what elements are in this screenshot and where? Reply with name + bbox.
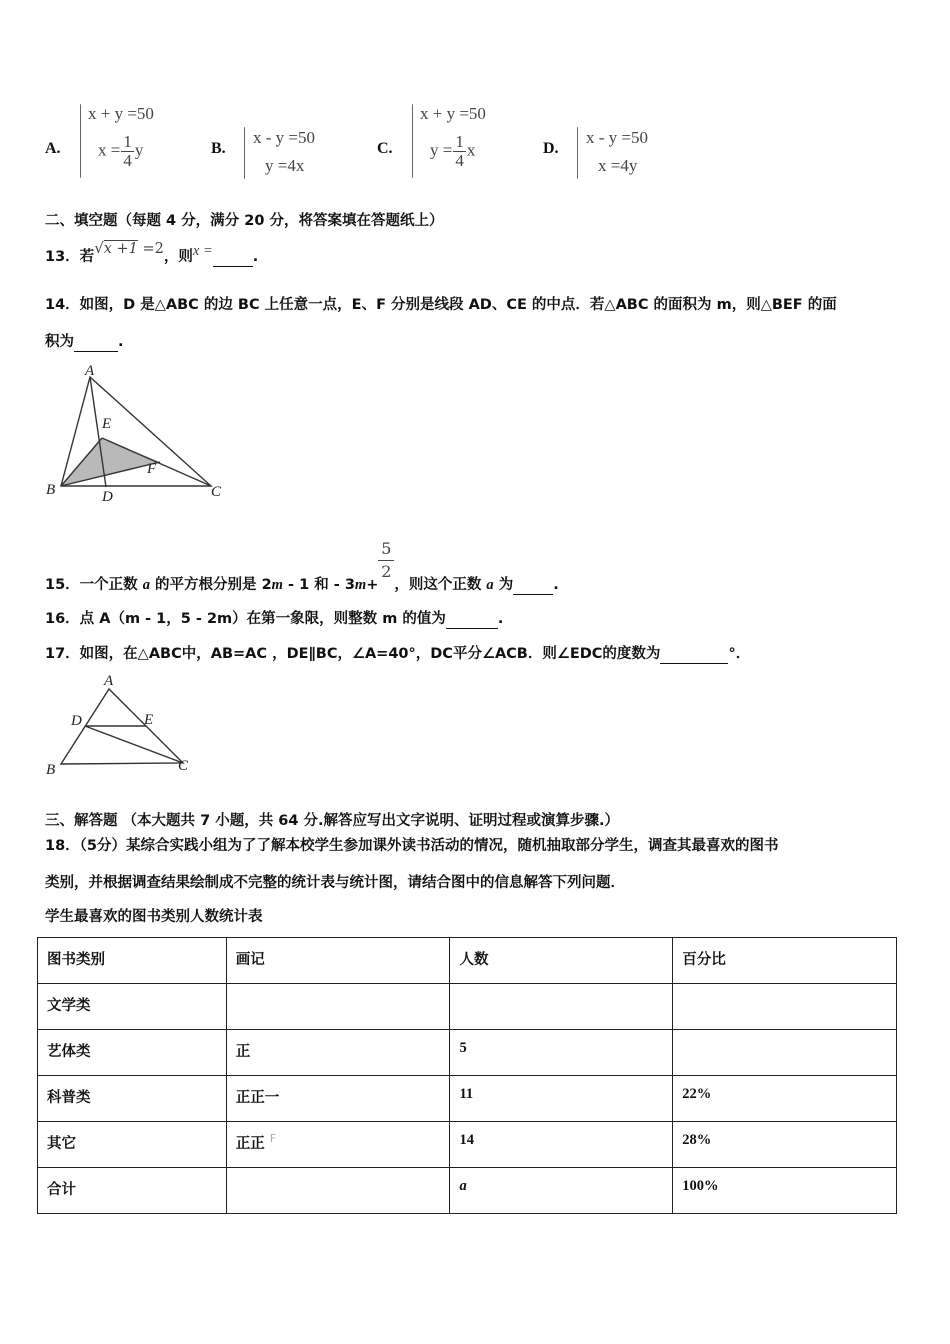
section-2-heading: 二、填空题（每题 4 分，满分 20 分，将答案填在答题纸上） xyxy=(45,213,444,229)
question-14-line-1: 14．如图，D 是△ABC 的边 BC 上任意一点，E、F 分别是线段 AD、CE 的中点．若△ABC 的面积为 m，则△BEF 的面 xyxy=(45,297,837,313)
question-18-line-1: 18．（5分）某综合实践小组为了了解本校学生参加课外读书活动的情况，随机抽取部分学生，调查其最喜欢的图书 xyxy=(45,838,779,854)
triangle-figure-17 xyxy=(40,670,200,780)
section-3-heading: 三、解答题 （本大题共 7 小题，共 64 分.解答应写出文字说明、证明过程或演算步骤.） xyxy=(45,813,620,829)
brace-d xyxy=(577,127,578,179)
svg-text:B: B xyxy=(46,762,56,778)
header-tally: 画记 xyxy=(226,938,450,984)
question-16: 16．点 A（m - 1，5 - 2m）在第一象限，则整数 m 的值为 . xyxy=(45,611,504,627)
table-row: 科普类 正正一 11 22% xyxy=(38,1076,897,1122)
svg-text:E: E xyxy=(102,416,112,432)
option-c-label: C. xyxy=(377,140,393,157)
q13-number: 13．若 xyxy=(45,249,95,265)
option-c-eq1: x + y =50 xyxy=(420,104,486,123)
option-b-label: B. xyxy=(211,140,226,157)
brace-c xyxy=(412,104,413,178)
option-d-label: D. xyxy=(543,140,559,157)
svg-text:A: A xyxy=(85,363,95,379)
shaded-triangle-bef xyxy=(61,438,160,486)
brace-b xyxy=(244,127,245,179)
triangle-figure-14 xyxy=(40,360,240,505)
question-13: 13．若√x +1 =2，则x = . xyxy=(45,239,259,265)
faint-tally-mark: F xyxy=(269,1132,277,1145)
option-b-eq1: x - y =50 xyxy=(253,128,315,147)
question-17: 17．如图，在△ABC中，AB=AC ，DE∥BC，∠A=40°，DC平分∠ACB．则∠EDC的度数为 °． xyxy=(45,646,751,662)
q16-answer-blank xyxy=(446,614,498,629)
q13-answer-blank xyxy=(213,252,253,267)
brace-a xyxy=(80,104,81,178)
svg-text:F: F xyxy=(147,461,157,477)
table-row: 文学类 xyxy=(38,984,897,1030)
svg-text:D: D xyxy=(71,713,82,729)
question-14-line-2: 积为 . xyxy=(45,334,124,350)
q15-answer-blank xyxy=(513,580,553,595)
table-title: 学生最喜欢的图书类别人数统计表 xyxy=(45,909,263,925)
option-a-eq1: x + y =50 xyxy=(88,104,154,123)
q17-answer-blank xyxy=(660,649,728,664)
option-a-eq2: x = $\frac{1}{4}$ y xyxy=(98,132,144,170)
option-b-eq2: y =4x xyxy=(265,156,305,175)
book-category-stats-table xyxy=(37,937,897,1214)
q13-sqrt: √x +1 =2 xyxy=(94,239,164,257)
table-row: 其它 正正 $^F$ 14 28% xyxy=(38,1122,897,1168)
option-c-eq2: y = $\frac{1}{4}$ x xyxy=(430,132,476,170)
option-a-label: A. xyxy=(45,140,61,157)
svg-text:B: B xyxy=(46,482,56,498)
option-d-eq2: x =4y xyxy=(598,156,638,175)
svg-text:C: C xyxy=(211,484,222,500)
svg-text:E: E xyxy=(144,712,154,728)
table-header-row xyxy=(38,938,897,984)
svg-text:D: D xyxy=(102,489,113,505)
option-d-eq1: x - y =50 xyxy=(586,128,648,147)
header-category: 图书类别 xyxy=(38,938,227,984)
header-count: 人数 xyxy=(450,938,673,984)
question-15: 15．一个正数 a 的平方根分别是 2m - 1 和 - 3m+ $\frac{5}{2}$ ，则这个正数 a 为 . xyxy=(45,539,559,593)
question-18-line-2: 类别，并根据调查结果绘制成不完整的统计表与统计图，请结合图中的信息解答下列问题． xyxy=(45,875,625,891)
header-percent: 百分比 xyxy=(673,938,897,984)
table-row: 艺体类 正 5 xyxy=(38,1030,897,1076)
svg-text:A: A xyxy=(104,673,114,689)
table-total-row: 合计 a 100% xyxy=(38,1168,897,1214)
q14-answer-blank xyxy=(74,337,118,352)
svg-text:C: C xyxy=(178,758,189,774)
